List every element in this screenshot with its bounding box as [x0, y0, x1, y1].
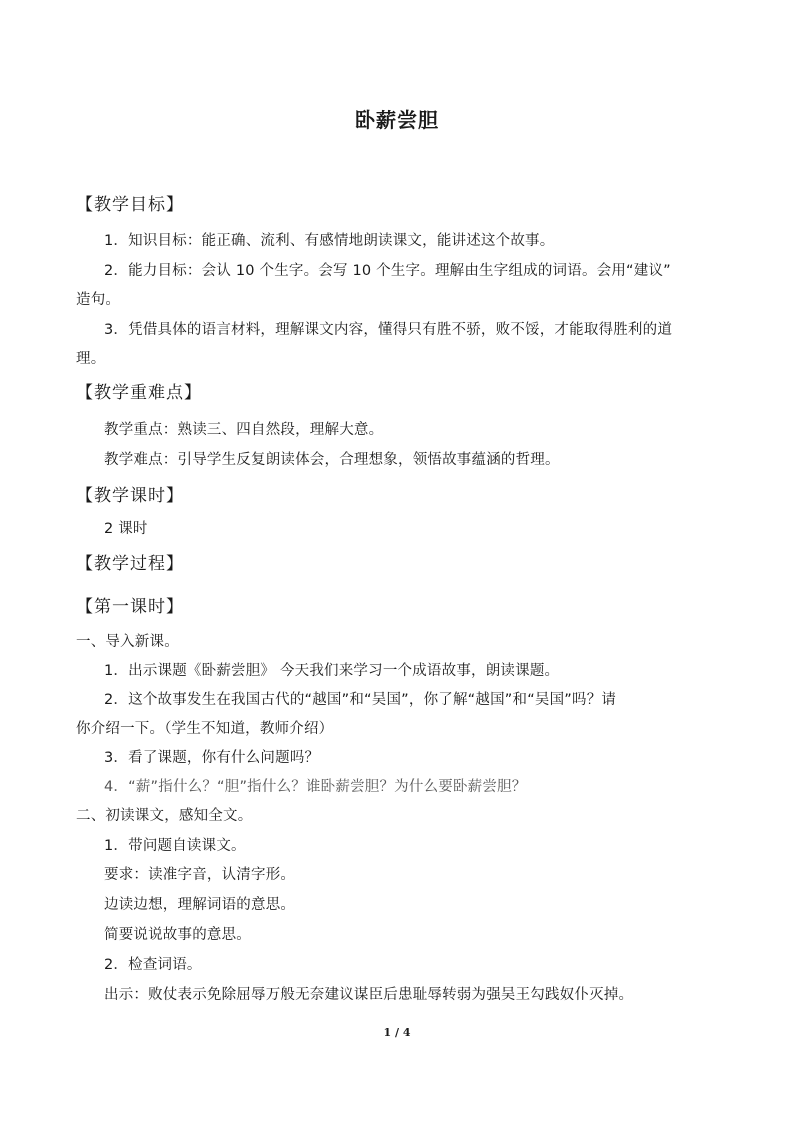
part1-line: 3．看了课题，你有什么问题吗？ — [104, 750, 320, 766]
part1-line: 1．出示课题《卧薪尝胆》 今天我们来学习一个成语故事，朗读课题。 — [104, 663, 560, 679]
goal-line: 1．知识目标：能正确、流利、有感情地朗读课文，能讲述这个故事。 — [104, 233, 555, 249]
goal-line: 造句。 — [76, 292, 121, 308]
part2-heading: 二、初读课文，感知全文。 — [76, 808, 253, 824]
part2-line: 出示：败仗表示免除屈辱万般无奈建议谋臣后患耻辱转弱为强吴王勾践奴仆灭掉。 — [104, 987, 634, 1003]
part1-heading: 一、导入新课。 — [76, 634, 179, 650]
keypoint-line: 教学难点：引导学生反复朗读体会，合理想象，领悟故事蕴涵的哲理。 — [104, 452, 560, 468]
section-heading-process: 【教学过程】 — [76, 554, 184, 574]
section-heading-keypoints: 【教学重难点】 — [76, 383, 202, 403]
part2-line: 边读边想，理解词语的意思。 — [104, 897, 296, 913]
keypoint-line: 教学重点：熟读三、四自然段，理解大意。 — [104, 422, 384, 438]
section-heading-goals: 【教学目标】 — [76, 195, 184, 215]
hours-value: 2 课时 — [104, 521, 148, 537]
page-number: 1 / 4 — [383, 1026, 411, 1039]
part1-line: 你介绍一下。（学生不知道，教师介绍） — [76, 721, 334, 737]
part1-line: 2．这个故事发生在我国古代的“越国”和“吴国”，你了解“越国”和“吴国”吗？请 — [104, 692, 617, 708]
part2-line: 1．带问题自读课文。 — [104, 838, 246, 854]
page-title: 卧薪尝胆 — [355, 108, 439, 132]
section-heading-hours: 【教学课时】 — [76, 486, 184, 506]
part2-line: 简要说说故事的意思。 — [104, 927, 251, 943]
part2-line: 2．检查词语。 — [104, 957, 202, 973]
part2-line: 要求：读准字音，认清字形。 — [104, 867, 296, 883]
goal-line: 2．能力目标：会认 10 个生字。会写 10 个生字。理解由生字组成的词语。会用“建议” — [104, 263, 671, 279]
section-heading-lesson1: 【第一课时】 — [76, 597, 184, 617]
part1-line: 4．“薪”指什么？“胆”指什么？谁卧薪尝胆？为什么要卧薪尝胆？ — [104, 779, 527, 795]
goal-line: 理。 — [76, 351, 106, 367]
goal-line: 3．凭借具体的语言材料，理解课文内容，懂得只有胜不骄，败不馁，才能取得胜利的道 — [104, 322, 673, 338]
